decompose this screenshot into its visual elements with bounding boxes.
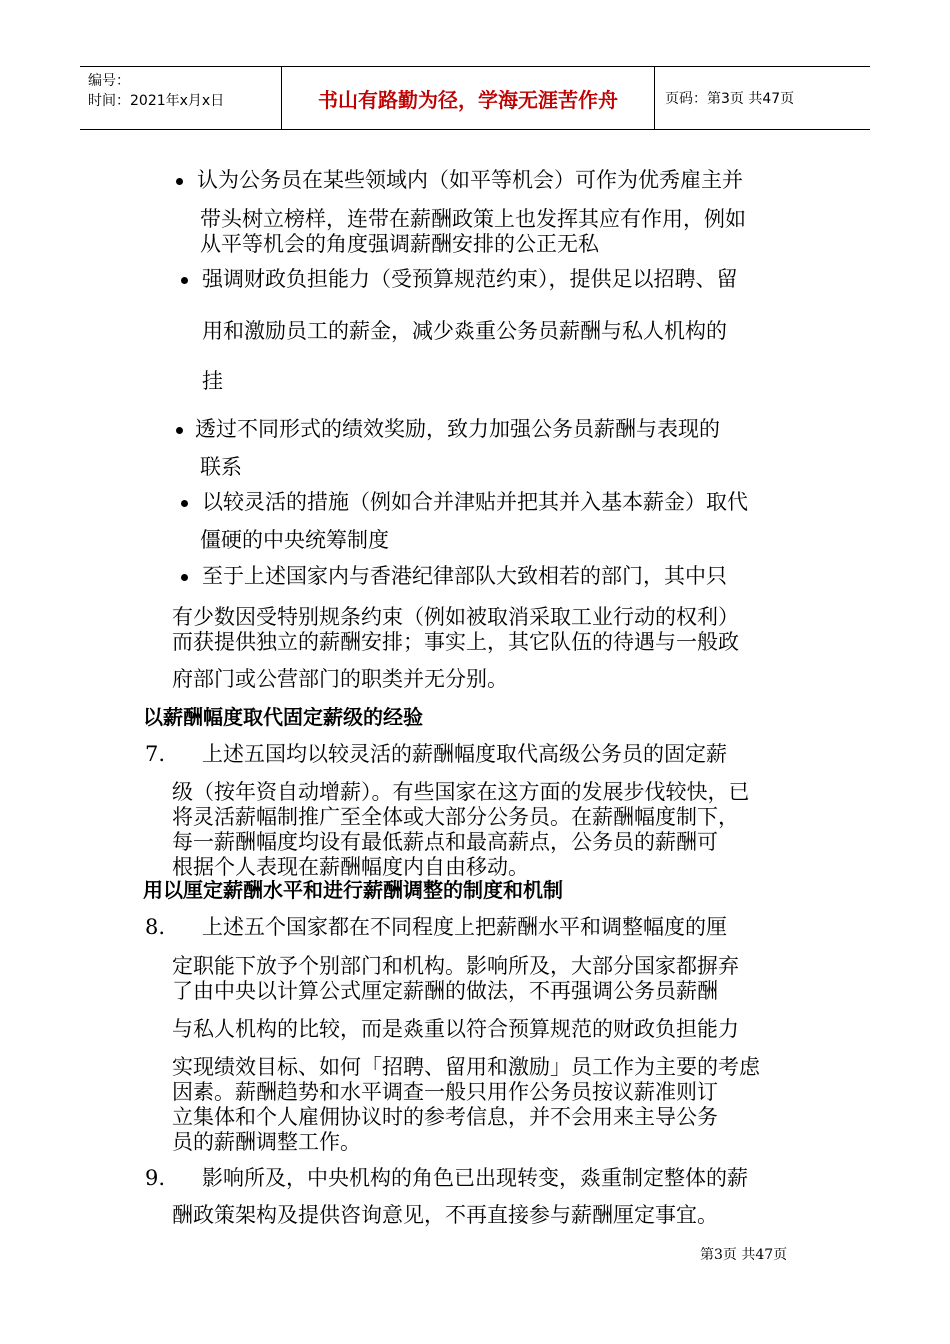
paragraph-number: 8. <box>145 915 166 939</box>
paragraph-text-line: 影响所及，中央机构的角色已出现转变，𣶷重制定整体的薪 <box>202 1166 748 1190</box>
header-motto: 书山有路勤为径，学海无涯苦作舟 <box>282 67 655 129</box>
page-header <box>80 66 870 130</box>
paragraph-text-line: 实现绩效目标、如何「招聘、留用和激励」员工作为主要的考虑 <box>172 1055 760 1079</box>
bullet-marker <box>181 574 188 581</box>
paragraph-number: 9. <box>145 1166 166 1190</box>
header-page-label: 页码：第3页 共47页 <box>665 91 795 107</box>
bullet-text-line: 僵硬的中央统筹制度 <box>200 528 389 552</box>
paragraph-text-line: 员的薪酬调整工作。 <box>172 1130 361 1154</box>
bullet-marker <box>176 427 183 434</box>
bullet-text-line: 有少数因受特别规条约束（例如被取消采取工业行动的权利） <box>172 605 739 629</box>
paragraph-text-line: 级（按年资自动增薪）。有些国家在这方面的发展步伐较快，已 <box>172 780 750 804</box>
bullet-text-line: 用和激励员工的薪金，减少𣶷重公务员薪酬与私人机构的 <box>202 319 727 343</box>
paragraph-text-line: 定职能下放予个别部门和机构。影响所及，大部分国家都摒弃 <box>172 954 739 978</box>
bullet-text-line: 透过不同形式的绩效奖励，致力加强公务员薪酬与表现的 <box>195 417 720 441</box>
paragraph-number: 7. <box>145 742 166 766</box>
bullet-text-line: 联系 <box>200 455 242 479</box>
bullet-text-line: 从平等机会的角度强调薪酬安排的公正无私 <box>200 232 599 256</box>
bullet-text-line: 以较灵活的措施（例如合并津贴并把其并入基本薪金）取代 <box>202 490 748 514</box>
bullet-marker <box>181 500 188 507</box>
bullet-text-line: 强调财政负担能力（受预算规范约束），提供足以招聘、留 <box>202 267 738 291</box>
document-date-label: 时间：2021年x月x日 <box>88 93 225 109</box>
bullet-text-line: 至于上述国家内与香港纪律部队大致相若的部门，其中只 <box>202 564 727 588</box>
paragraph-text-line: 因素。薪酬趋势和水平调查一般只用作公务员按议薪准则订 <box>172 1080 718 1104</box>
document-number-label: 编号： <box>88 73 130 89</box>
paragraph-text-line: 上述五国均以较灵活的薪酬幅度取代高级公务员的固定薪 <box>202 742 727 766</box>
bullet-text-line: 挂 <box>202 369 223 393</box>
section-heading: 用以厘定薪酬水平和进行薪酬调整的制度和机制 <box>143 878 563 902</box>
header-meta-cell <box>80 67 282 129</box>
bullet-marker <box>181 277 188 284</box>
paragraph-text-line: 与私人机构的比较，而是𣶷重以符合预算规范的财政负担能力 <box>172 1017 739 1041</box>
section-heading: 以薪酬幅度取代固定薪级的经验 <box>143 705 423 729</box>
paragraph-text-line: 上述五个国家都在不同程度上把薪酬水平和调整幅度的厘 <box>202 915 727 939</box>
bullet-marker <box>176 178 183 185</box>
page-footer: 第3页 共47页 <box>700 1247 788 1263</box>
paragraph-text-line: 立集体和个人雇佣协议时的参考信息，并不会用来主导公务 <box>172 1105 718 1129</box>
bullet-text-line: 认为公务员在某些领域内（如平等机会）可作为优秀雇主并 <box>197 168 743 192</box>
bullet-text-line: 而获提供独立的薪酬安排；事实上，其它队伍的待遇与一般政 <box>172 630 739 654</box>
paragraph-text-line: 酬政策架构及提供咨询意见，不再直接参与薪酬厘定事宜。 <box>172 1203 718 1227</box>
paragraph-text-line: 了由中央以计算公式厘定薪酬的做法，不再强调公务员薪酬 <box>172 979 718 1003</box>
paragraph-text-line: 每一薪酬幅度均设有最低薪点和最高薪点，公务员的薪酬可 <box>172 830 718 854</box>
bullet-text-line: 带头树立榜样，连带在薪酬政策上也发挥其应有作用，例如 <box>200 207 746 231</box>
paragraph-text-line: 将灵活薪幅制推广至全体或大部分公务员。在薪酬幅度制下， <box>172 805 739 829</box>
paragraph-text-line: 根据个人表现在薪酬幅度内自由移动。 <box>172 855 529 879</box>
bullet-text-line: 府部门或公营部门的职类并无分别。 <box>172 667 508 691</box>
